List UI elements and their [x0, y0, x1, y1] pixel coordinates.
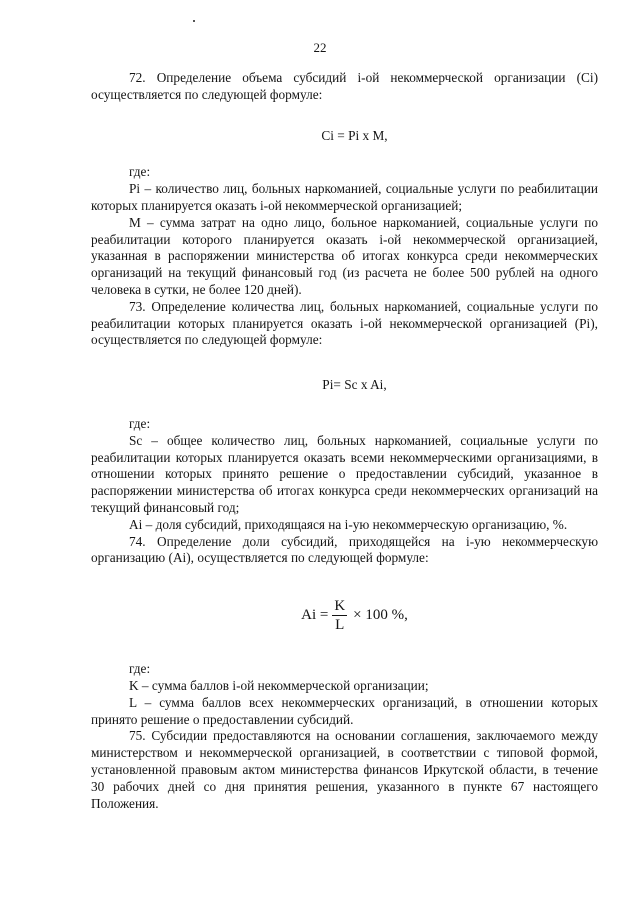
formula-ai-rhs: × 100 %,: [353, 606, 408, 623]
definition-m: M – сумма затрат на одно лицо, больное наркоманией, социальные услуги по реабилитации которого планируется оказать i-ой некоммерческой организацией, указанная в распоряжении министерства об итогах конкурса среди некоммерческих организаций на текущий финансовый год (из расчета не более 500 рублей на одного человека в сутки, не более 120 дней).: [91, 214, 598, 297]
definition-k: K – сумма баллов i-ой некоммерческой организации;: [129, 677, 429, 693]
formula-ai-fraction: [332, 597, 347, 634]
definition-ai: Ai – доля субсидий, приходящаяся на i-ую некоммерческую организацию, %.: [129, 516, 568, 532]
definition-l: L – сумма баллов всех некоммерческих организаций, в отношении которых принято решение о предоставлении субсидий.: [91, 694, 598, 727]
scan-mark: [193, 20, 195, 22]
page-number: 22: [313, 40, 327, 55]
definition-pi: Pi – количество лиц, больных наркоманией, социальные услуги по реабилитации которых планируется оказать i-ой некоммерческой организацией;: [91, 181, 598, 213]
fraction-numerator: K: [334, 597, 346, 614]
where-label: где:: [129, 164, 151, 180]
formula-ci: Ci = Pi x M,: [321, 127, 388, 143]
formula-ai: [91, 593, 598, 637]
where-label: где:: [129, 415, 151, 431]
formula-pi: Pi= Sc x Ai,: [322, 377, 387, 393]
paragraph-73: 73. Определение количества лиц, больных наркоманией, социальные услуги по реабилитации которых планируется оказать i-ой некоммерческой организацией (Pi), осуществляется по следующей формуле:: [91, 298, 598, 348]
definition-sc: Sc – общее количество лиц, больных наркоманией, социальные услуги по реабилитации которых планируется оказать всеми некоммерческими организациями, в отношении которых принято решение о предоставлении субсидий, указанное в распоряжении министерства об итогах конкурса среди некоммерческих организаций на текущий финансовый год;: [91, 432, 598, 515]
fraction-denominator: L: [335, 616, 345, 633]
paragraph-72: 72. Определение объема субсидий i-ой некоммерческой организации (Ci) осуществляется по следующей формуле:: [91, 70, 598, 102]
formula-ai-lhs: Ai =: [301, 606, 329, 623]
where-label: где:: [129, 661, 151, 677]
document-body: [91, 70, 598, 812]
paragraph-74: 74. Определение доли субсидий, приходящейся на i-ую некоммерческую организацию (Ai), осуществляется по следующей формуле:: [91, 533, 598, 566]
paragraph-75: 75. Субсидии предоставляются на основании соглашения, заключаемого между министерством и некоммерческой организацией, в соответствии с типовой формой, установленной правовым актом министерства финансов Иркутской области, в течение 30 рабочих дней со дня принятия решения, указанного в пункте 67 настоящего Положения.: [91, 728, 598, 811]
